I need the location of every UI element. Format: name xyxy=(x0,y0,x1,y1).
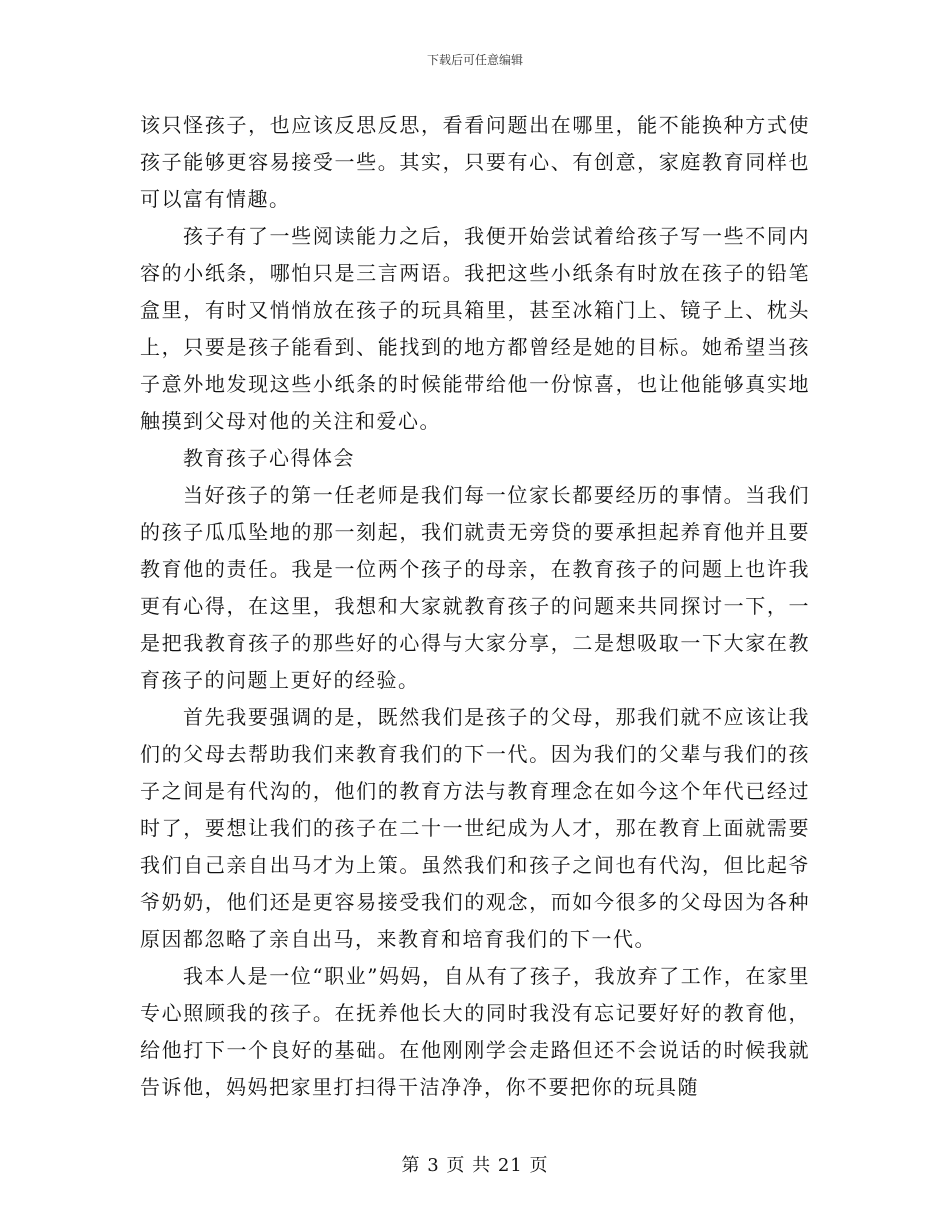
paragraph-continued: 该只怪孩子，也应该反思反思，看看问题出在哪里，能不能换种方式使孩子能够更容易接受一些。其实，只要有心、有创意，家庭教育同样也可以富有情趣。 xyxy=(140,113,810,211)
section-heading: 教育孩子心得体会 xyxy=(183,446,355,470)
paragraph: 孩子有了一些阅读能力之后，我便开始尝试着给孩子写一些不同内容的小纸条，哪怕只是三言两语。我把这些小纸条有时放在孩子的铅笔盒里，有时又悄悄放在孩子的玩具箱里，甚至冰箱门上、镜子上、枕头上，只要是孩子能看到、能找到的地方都曾经是她的目标。她希望当孩子意外地发现这些小纸条的时候能带给他一份惊喜，也让他能够真实地触摸到父母对他的关注和爱心。 xyxy=(140,224,810,433)
paragraph: 首先我要强调的是，既然我们是孩子的父母，那我们就不应该让我们的父母去帮助我们来教育我们的下一代。因为我们的父辈与我们的孩子之间是有代沟的，他们的教育方法与教育理念在如今这个年代已经过时了，要想让我们的孩子在二十一世纪成为人才，那在教育上面就需要我们自己亲自出马才为上策。虽然我们和孩子之间也有代沟，但比起爷爷奶奶，他们还是更容易接受我们的观念，而如今很多的父母因为各种原因都忽略了亲自出马，来教育和培育我们的下一代。 xyxy=(140,705,810,951)
paragraph: 我本人是一位“职业”妈妈，自从有了孩子，我放弃了工作，在家里专心照顾我的孩子。在抚养他长大的同时我没有忘记要好好的教育他，给他打下一个良好的基础。在他刚刚学会走路但还不会说话的时候我就告诉他，妈妈把家里打扫得干洁净净，你不要把你的玩具随 xyxy=(140,964,810,1099)
page-number-footer: 第 3 页 共 21 页 xyxy=(401,1155,549,1176)
document-body xyxy=(140,107,810,1106)
page-header: 下载后可任意编辑 xyxy=(426,53,523,67)
paragraph: 当好孩子的第一任老师是我们每一位家长都要经历的事情。当我们的孩子瓜瓜坠地的那一刻起，我们就责无旁贷的要承担起养育他并且要教育他的责任。我是一位两个孩子的母亲，在教育孩子的问题上也许我更有心得，在这里，我想和大家就教育孩子的问题来共同探讨一下，一是把我教育孩子的那些好的心得与大家分享，二是想吸取一下大家在教育孩子的问题上更好的经验。 xyxy=(140,483,810,692)
